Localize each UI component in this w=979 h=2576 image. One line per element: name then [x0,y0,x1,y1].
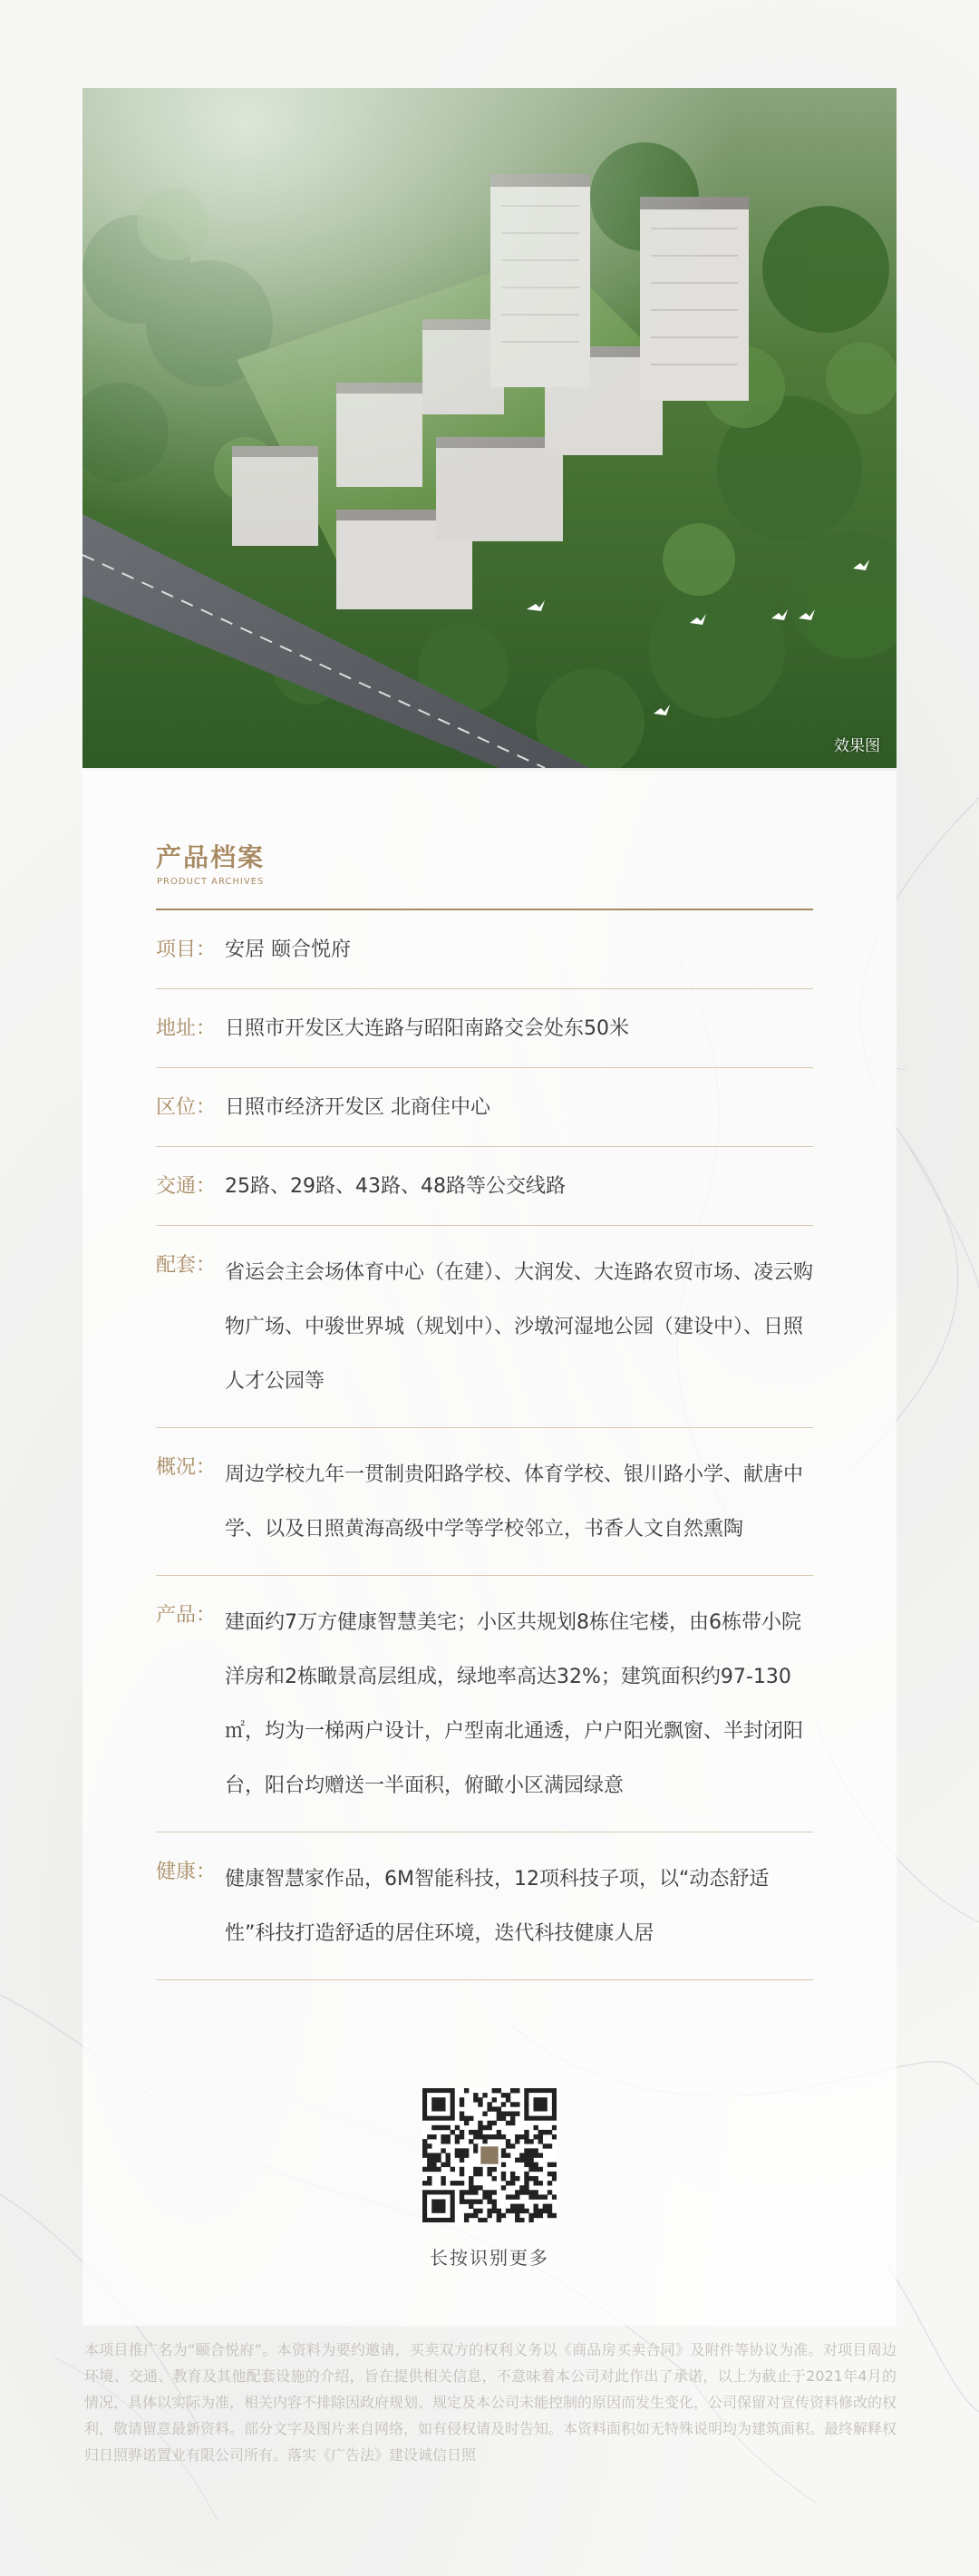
row-label: 产品： [156,1604,217,1627]
row-label: 地址： [156,1017,217,1040]
archive-row-project [156,910,813,989]
archive-row-address [156,989,813,1068]
aerial-view-illustration [82,88,897,768]
row-label: 概况： [156,1456,217,1479]
row-value: 健康智慧家作品，6M智能科技，12项科技子项，以“动态舒适性”科技打造舒适的居住环境，迭代科技健康人居 [225,1868,770,1945]
section-subtitle: PRODUCT ARCHIVES [157,877,265,887]
section-title: 产品档案 [156,842,266,872]
row-label: 健康： [156,1861,217,1883]
hero-rendering [82,88,897,768]
rendering-caption: 效果图 [834,737,880,755]
qr-caption: 长按识别更多 [430,2247,549,2269]
row-value: 日照市经济开发区 北商住中心 [225,1096,490,1119]
qr-code-graphic [422,2088,557,2222]
archive-row-health [156,1832,813,1980]
row-label: 项目： [156,938,217,961]
archive-row-product [156,1576,813,1832]
archive-row-facilities [156,1226,813,1428]
row-value: 建面约7万方健康智慧美宅；小区共规划8栋住宅楼，由6栋带小院洋房和2栋瞰景高层组成，绿地率高达32%；建筑面积约97-130㎡，均为一梯两户设计，户型南北通透，户户阳光飘窗、半封闭阳台，阳台均赠送一半面积，俯瞰小区满园绿意 [225,1611,804,1797]
row-label: 交通： [156,1175,217,1198]
row-value: 日照市开发区大连路与昭阳南路交会处东50米 [225,1017,629,1040]
archive-row-location [156,1068,813,1147]
legal-disclaimer: 本项目推广名为“颐合悦府”。本资料为要约邀请，买卖双方的权利义务以《商品房买卖合同》及附件等协议为准。对项目周边环境、交通、教育及其他配套设施的介绍，旨在提供相关信息，不意味着本公司对此作出了承诺，以上为截止于2021年4月的情况，具体以实际为准，相关内容不排除因政府规划、规定及本公司未能控制的原因而发生变化，公司保留对宣传资料修改的权利，敬请留意最新资料。部分文字及图片来自网络，如有侵权请及时告知。本资料面积如无特殊说明均为建筑面积。最终解释权归日照骅诺置业有限公司所有。落实《广告法》建设诚信日照 [84,2341,897,2464]
row-label: 配套： [156,1254,217,1277]
row-value: 25路、29路、43路、48路等公交线路 [225,1175,566,1198]
archive-row-overview [156,1428,813,1576]
archive-list [156,910,813,1980]
row-value: 省运会主会场体育中心（在建）、大润发、大连路农贸市场、凌云购物广场、中骏世界城（规划中）、沙墩河湿地公园（建设中）、日照人才公园等 [225,1261,814,1393]
row-value: 安居 颐合悦府 [225,938,351,961]
row-label: 区位： [156,1096,217,1119]
row-value: 周边学校九年一贯制贵阳路学校、体育学校、银川路小学、献唐中学、以及日照黄海高级中学等学校邻立，书香人文自然熏陶 [225,1463,804,1541]
archive-row-transport [156,1147,813,1226]
qr-code[interactable] [422,2088,557,2222]
